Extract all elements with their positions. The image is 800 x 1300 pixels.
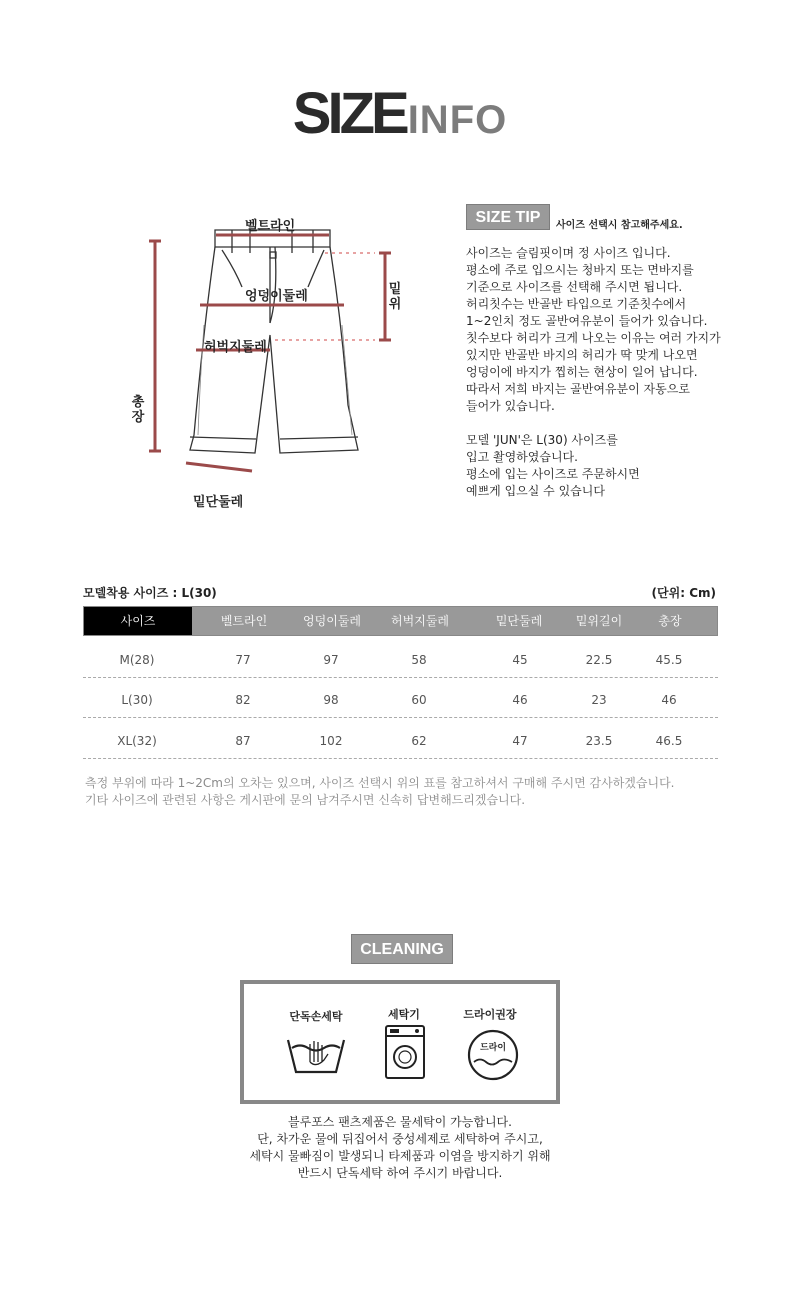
note-line: 기타 사이즈에 관련된 사항은 게시판에 문의 남겨주시면 신속히 답변해드리겠습니다. (85, 793, 526, 807)
machine-wash-title: 세탁기 (388, 1008, 420, 1021)
table-cell: XL(32) (117, 734, 157, 748)
table-unit: (단위: Cm) (651, 586, 716, 600)
table-row (83, 678, 718, 718)
tip-line: 들어가 있습니다. (466, 399, 555, 413)
label-hip: 엉덩이둘레 (245, 289, 308, 304)
label-length: 총장 (131, 395, 145, 425)
table-cell: 87 (235, 734, 251, 748)
table-cell: 46 (512, 693, 528, 707)
header-cell: 벨트라인 (220, 614, 268, 628)
tip-line: 칫수보다 허리가 크게 나오는 이유는 여러 가지가 (466, 331, 721, 345)
cleaning-line: 세탁시 물빠짐이 발생되니 타제품과 이염을 방지하기 위해 (249, 1149, 551, 1163)
table-cell: 60 (411, 693, 427, 707)
table-cell: 23 (591, 693, 607, 707)
table-cell: L(30) (121, 693, 153, 707)
table-cell: 58 (411, 653, 427, 667)
label-hem: 밑단둘레 (193, 495, 244, 510)
table-cell: 82 (235, 693, 251, 707)
cleaning-badge: CLEANING (351, 934, 453, 964)
hand-wash-title: 단독손세탁 (289, 1010, 343, 1023)
model-line: 평소에 입는 사이즈로 주문하시면 (466, 467, 640, 481)
table-notes (85, 775, 674, 809)
tip-line: 사이즈는 슬림핏이며 정 사이즈 입니다. (466, 246, 671, 260)
note-line: 측정 부위에 따라 1~2Cm의 오차는 있으며, 사이즈 선택시 위의 표를 참고하셔서 구매해 주시면 감사하겠습니다. (85, 776, 675, 790)
table-cell: 102 (319, 734, 343, 748)
title-size: SIZE (292, 81, 406, 146)
table-cell: 46 (661, 693, 677, 707)
table-cell: 97 (323, 653, 339, 667)
table-caption: 모델착용 사이즈 : L(30) (83, 586, 217, 600)
header-cell: 엉덩이둘레 (303, 614, 361, 628)
table-cell: 23.5 (585, 734, 613, 748)
model-line: 입고 촬영하였습니다. (466, 450, 578, 464)
label-thigh: 허벅지둘레 (204, 340, 267, 355)
dry-clean-icon (466, 1028, 520, 1082)
dry-clean-inner-text: 드라이 (479, 1043, 507, 1053)
hand-wash-icon (284, 1034, 348, 1078)
model-line: 모델 'JUN'은 L(30) 사이즈를 (466, 433, 618, 447)
size-table-header (83, 606, 718, 636)
tip-line: 엉덩이에 바지가 찝히는 현상이 일어 납니다. (466, 365, 698, 379)
cleaning-line: 블루포스 팬츠제품은 물세탁이 가능합니다. (288, 1115, 512, 1129)
tip-line: 1~2인치 정도 골반여유분이 들어가 있습니다. (466, 314, 708, 328)
pants-diagram (120, 205, 420, 515)
tip-line: 따라서 저희 바지는 골반여유분이 자동으로 (466, 382, 690, 396)
label-belt: 벨트라인 (245, 219, 296, 234)
washing-machine-icon (384, 1024, 426, 1080)
table-cell: M(28) (119, 653, 155, 667)
table-row (83, 719, 718, 759)
header-cell: 허벅지둘레 (391, 614, 449, 628)
header-cell: 사이즈 (84, 607, 192, 635)
model-line: 예쁘게 입으실 수 있습니다 (466, 484, 605, 498)
tip-line: 허리칫수는 반골반 타입으로 기준칫수에서 (466, 297, 687, 311)
table-cell: 22.5 (585, 653, 613, 667)
table-cell: 98 (323, 693, 339, 707)
table-row (83, 638, 718, 678)
size-tip-badge: SIZE TIP (466, 204, 550, 230)
table-cell: 45 (512, 653, 528, 667)
cleaning-line: 단, 차가운 물에 뒤집어서 중성세제로 세탁하여 주시고, (257, 1132, 543, 1146)
table-cell: 45.5 (655, 653, 683, 667)
tip-line: 있지만 반골반 바지의 허리가 딱 맞게 나오면 (466, 348, 698, 362)
tip-line: 기준으로 사이즈를 선택해 주시면 됩니다. (466, 280, 683, 294)
dry-clean-title: 드라이권장 (463, 1008, 517, 1021)
table-cell: 77 (235, 653, 251, 667)
label-rise: 밑위 (388, 282, 402, 312)
size-tip-subtitle: 사이즈 선택시 참고해주세요. (556, 220, 683, 231)
title-info: INFO (407, 98, 508, 142)
size-tip-text (466, 245, 766, 500)
header-cell: 총장 (658, 614, 682, 628)
cleaning-line: 반드시 단독세탁 하여 주시기 바랍니다. (297, 1166, 503, 1180)
table-cell: 62 (411, 734, 427, 748)
cleaning-box (240, 980, 560, 1104)
tip-line: 평소에 주로 입으시는 청바지 또는 면바지를 (466, 263, 694, 277)
table-cell: 46.5 (655, 734, 683, 748)
header-cell: 밑단둘레 (495, 614, 543, 628)
cleaning-text (0, 1114, 800, 1182)
header-cell: 밑위길이 (575, 614, 623, 628)
table-cell: 47 (512, 734, 528, 748)
pants-illustration (120, 205, 420, 515)
page-title (0, 80, 800, 150)
